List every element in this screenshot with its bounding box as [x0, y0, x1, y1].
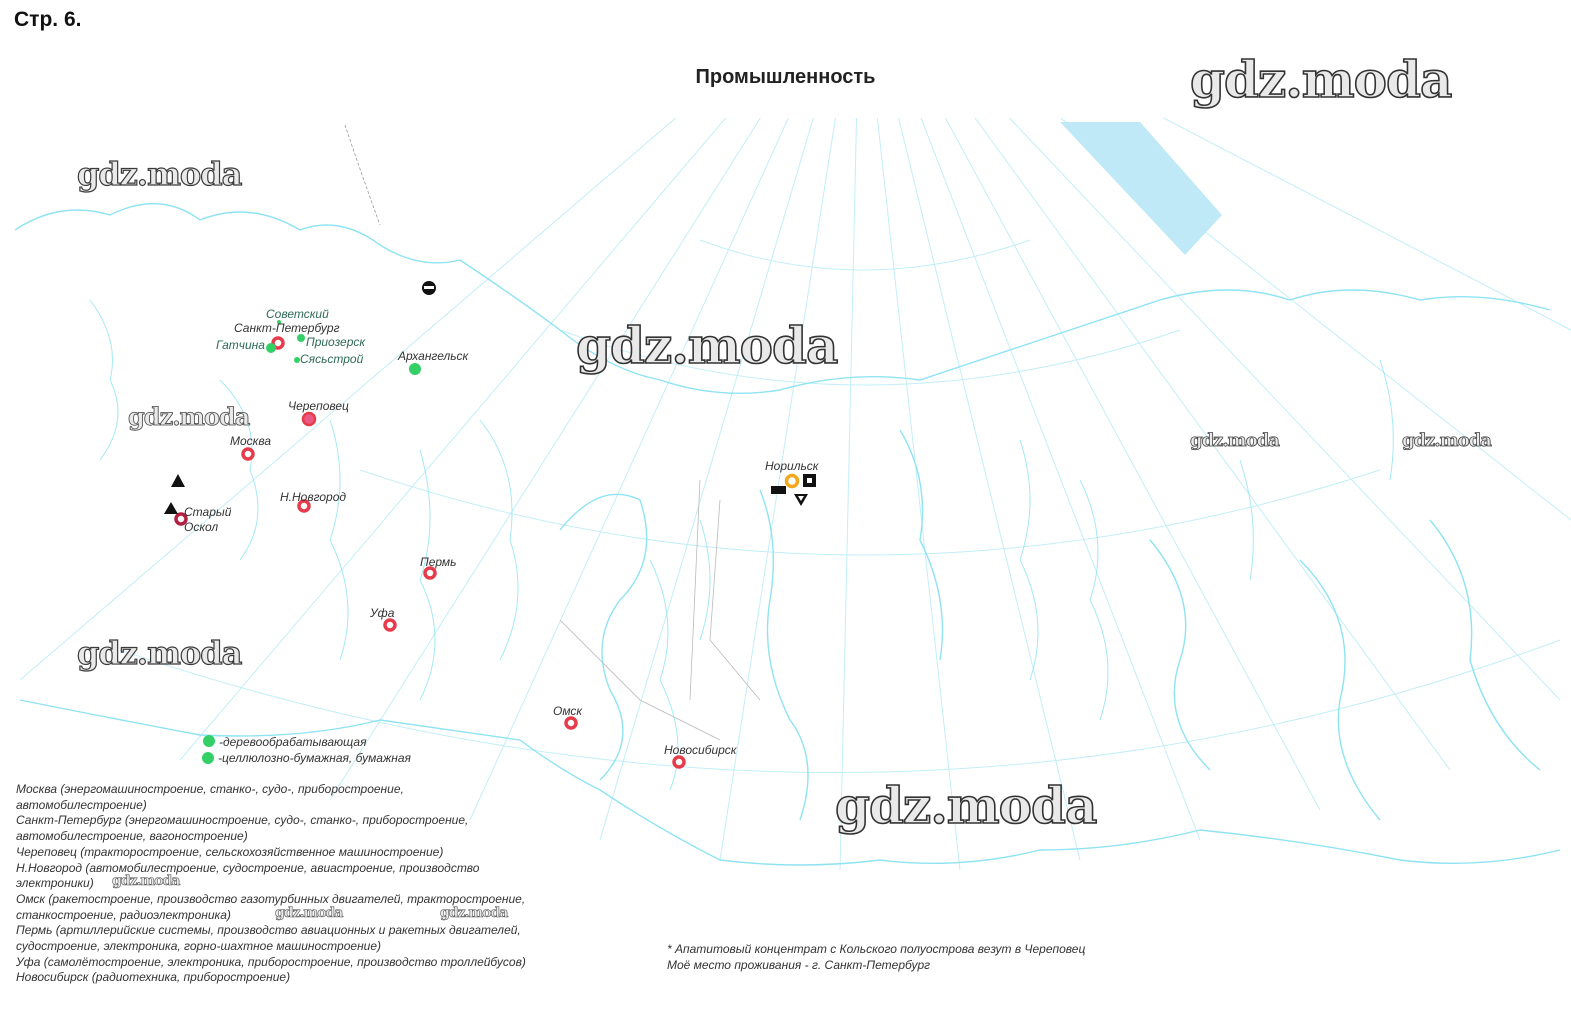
- marker-gatchina: [266, 343, 276, 353]
- marker-ufa: [385, 620, 395, 630]
- city-label-arkhangelsk: Архангельск: [398, 349, 469, 363]
- watermark: gdz.moda: [112, 873, 180, 889]
- roads: [560, 480, 760, 740]
- watermark: gdz.moda: [1190, 430, 1279, 451]
- watermark: gdz.moda: [275, 905, 343, 921]
- marker-priozersk: [297, 334, 305, 342]
- marker-perm: [425, 568, 435, 578]
- marker-moscow: [243, 449, 253, 459]
- legend-dot-1: [203, 735, 215, 747]
- marker-norilsk: [787, 476, 798, 487]
- city-label-moscow: Москва: [230, 434, 272, 448]
- city-label-perm: Пермь: [420, 555, 457, 569]
- city-label-norilsk: Норильск: [765, 459, 819, 473]
- triangle-marker-2: [164, 502, 178, 514]
- watermark: gdz.moda: [128, 402, 250, 431]
- coastline: [15, 204, 1560, 865]
- note-line: Пермь (артиллерийские системы, производство авиационных и ракетных двигателей,: [16, 923, 521, 938]
- legend-dot-2: [202, 752, 214, 764]
- footnote-line: Моё место проживания - г. Санкт-Петербург: [667, 957, 931, 972]
- note-line: электроники): [16, 876, 94, 891]
- marker-arkhangelsk: [409, 363, 421, 375]
- notes-block: [16, 782, 626, 986]
- city-label-nnovgorod: Н.Новгород: [280, 490, 347, 504]
- watermark: gdz.moda: [77, 634, 242, 672]
- note-line: автомобилестроение): [16, 797, 147, 812]
- note-line: Н.Новгород (автомобилестроение, судостроение, авиастроение, производство: [16, 860, 480, 875]
- city-label-gatchina: Гатчина: [216, 338, 265, 352]
- city-label-ufa: Уфа: [370, 606, 395, 620]
- city-label-stary-oskol: Старый Оскол: [184, 505, 232, 534]
- city-label-sovetsky: Советский: [266, 307, 329, 321]
- note-line: станкостроение, радиоэлектроника): [16, 907, 231, 922]
- map-title: Промышленность: [695, 66, 876, 88]
- boundary-line: [345, 125, 380, 225]
- city-label-syasstroy: Сясьстрой: [300, 352, 364, 366]
- watermark: gdz.moda: [835, 776, 1097, 835]
- watermark: gdz.moda: [1402, 430, 1491, 451]
- sea-strip: [1060, 122, 1222, 255]
- city-label-cherepovets: Череповец: [288, 399, 349, 413]
- watermark: gdz.moda: [576, 316, 838, 375]
- city-label-priozersk: Приозерск: [306, 335, 366, 349]
- watermark: gdz.moda: [77, 155, 242, 193]
- footnotes: [667, 942, 1085, 973]
- note-line: Череповец (тракторостроение, сельскохозяйственное машиностроение): [16, 844, 444, 859]
- legend-item-woodworking: -деревообрабатывающая: [219, 735, 367, 749]
- note-line: Уфа (самолётостроение, электроника, приборостроение, производство троллейбусов): [16, 954, 526, 969]
- city-label-spb: Санкт-Петербург: [234, 321, 340, 335]
- note-line: Новосибирск (радиотехника, приборостроение): [16, 970, 291, 985]
- note-line: судостроение, электроника, горно-шахтное машиностроение): [16, 939, 382, 954]
- marker-cherepovets: [303, 413, 315, 425]
- note-line: автомобилестроение, вагоностроение): [16, 829, 248, 844]
- note-line: Москва (энергомашиностроение, станко-, судо-, приборостроение,: [16, 782, 404, 796]
- watermark: gdz.moda: [1190, 50, 1452, 109]
- page-number: Стр. 6.: [14, 8, 82, 31]
- note-line: Омск (ракетостроение, производство газотурбинных двигателей, тракторостроение,: [16, 891, 526, 906]
- watermark: gdz.moda: [440, 905, 508, 921]
- legend-item-pulp-paper: -целлюлозно-бумажная, бумажная: [218, 751, 411, 765]
- norilsk-bar-marker: [771, 486, 786, 494]
- city-label-novosibirsk: Новосибирск: [664, 743, 737, 757]
- marker-omsk: [566, 718, 576, 728]
- footnote-line: * Апатитовый концентрат с Кольского полуострова везут в Череповец: [667, 942, 1086, 956]
- city-label-omsk: Омск: [553, 704, 583, 718]
- marker-novosibirsk: [674, 757, 684, 767]
- note-line: Санкт-Петербург (энергомашиностроение, судо-, станко-, приборостроение,: [16, 813, 469, 828]
- triangle-marker-1: [171, 474, 185, 487]
